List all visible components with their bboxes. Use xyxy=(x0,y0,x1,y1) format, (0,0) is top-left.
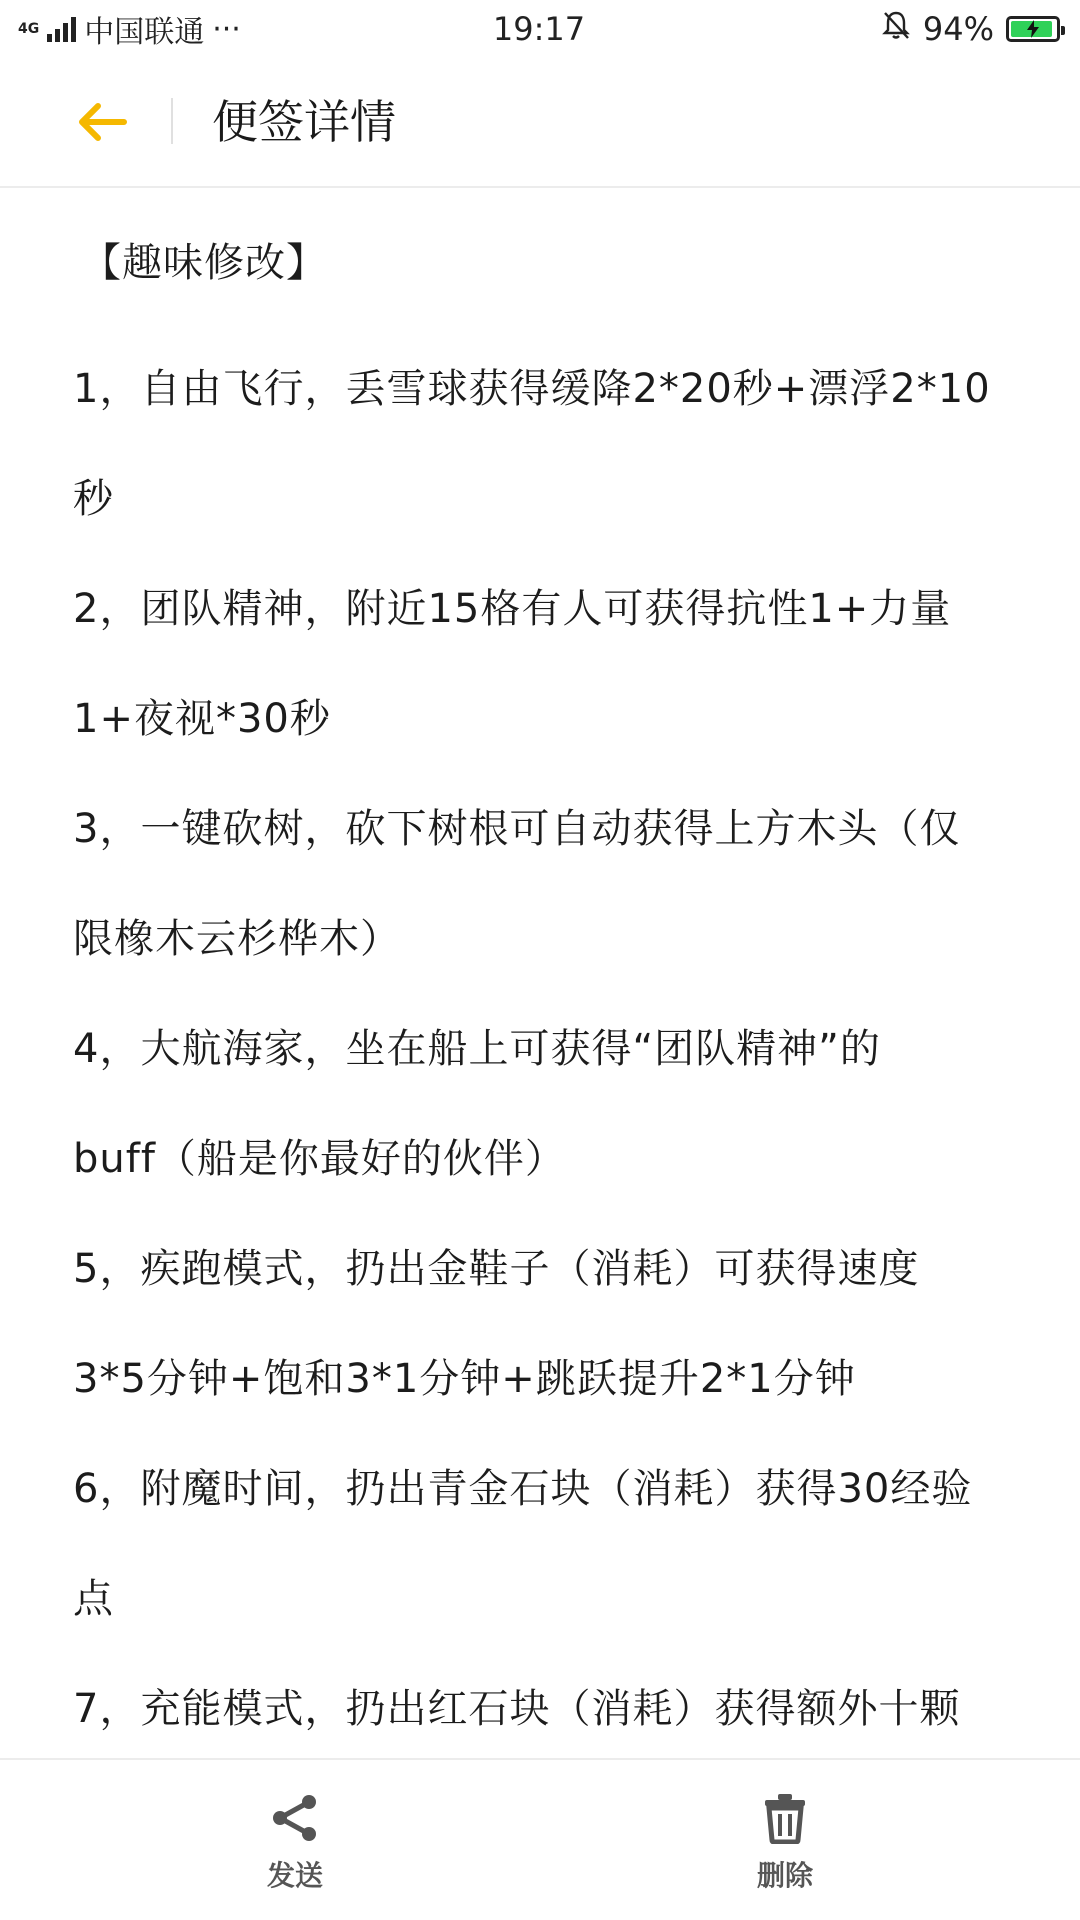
note-content[interactable] xyxy=(0,190,1080,1758)
note-line: 3*5分钟+饱和3*1分钟+跳跃提升2*1分钟 xyxy=(73,1356,856,1402)
signal-icon xyxy=(47,16,76,42)
send-label: 发送 xyxy=(266,1859,323,1892)
more-icon: ··· xyxy=(212,11,241,47)
status-time: 19:17 xyxy=(492,10,586,48)
note-line: 点 xyxy=(73,1576,114,1622)
note-line: 4，大航海家，坐在船上可获得“团队精神”的 xyxy=(73,1026,881,1072)
header xyxy=(0,58,1080,188)
send-button[interactable] xyxy=(225,1790,365,1900)
delete-label: 删除 xyxy=(756,1859,813,1892)
note-lines xyxy=(73,334,1024,1758)
bell-muted-icon xyxy=(881,9,911,49)
note-line: 1，自由飞行，丢雪球获得缓降2*20秒+漂浮2*10 xyxy=(73,366,991,412)
bottom-bar xyxy=(0,1758,1080,1920)
status-left xyxy=(18,7,365,51)
network-type-top: 4G xyxy=(18,21,40,37)
share-icon xyxy=(267,1790,323,1846)
note-line: 1+夜视*30秒 xyxy=(73,696,331,742)
note-line: buff（船是你最好的伙伴） xyxy=(73,1136,566,1182)
charging-bolt-icon xyxy=(1009,19,1057,39)
delete-button[interactable] xyxy=(715,1790,855,1900)
note-heading: 【趣味修改】 xyxy=(81,240,327,286)
battery-icon xyxy=(1006,16,1060,42)
battery-percent: 94% xyxy=(922,10,994,48)
note-line: 3，一键砍树，砍下树根可自动获得上方木头（仅 xyxy=(73,806,961,852)
arrow-left-icon xyxy=(76,102,128,142)
note-line: 限橡木云杉桦木） xyxy=(73,916,401,962)
header-divider xyxy=(171,98,173,144)
note-line: 5，疾跑模式，扔出金鞋子（消耗）可获得速度 xyxy=(73,1246,920,1292)
carrier-name: 中国联通 xyxy=(84,15,205,50)
note-line: 6，附魔时间，扔出青金石块（消耗）获得30经验 xyxy=(73,1466,973,1512)
status-right xyxy=(713,9,1060,49)
trash-icon xyxy=(757,1790,813,1846)
status-bar xyxy=(0,0,1080,58)
page-title: 便签详情 xyxy=(212,95,396,149)
note-line: 7，充能模式，扔出红石块（消耗）获得额外十颗 xyxy=(73,1686,961,1732)
note-line: 秒 xyxy=(73,476,114,522)
network-type xyxy=(18,22,39,36)
back-button[interactable] xyxy=(70,90,134,154)
note-line: 2，团队精神，附近15格有人可获得抗性1+力量 xyxy=(73,586,952,632)
